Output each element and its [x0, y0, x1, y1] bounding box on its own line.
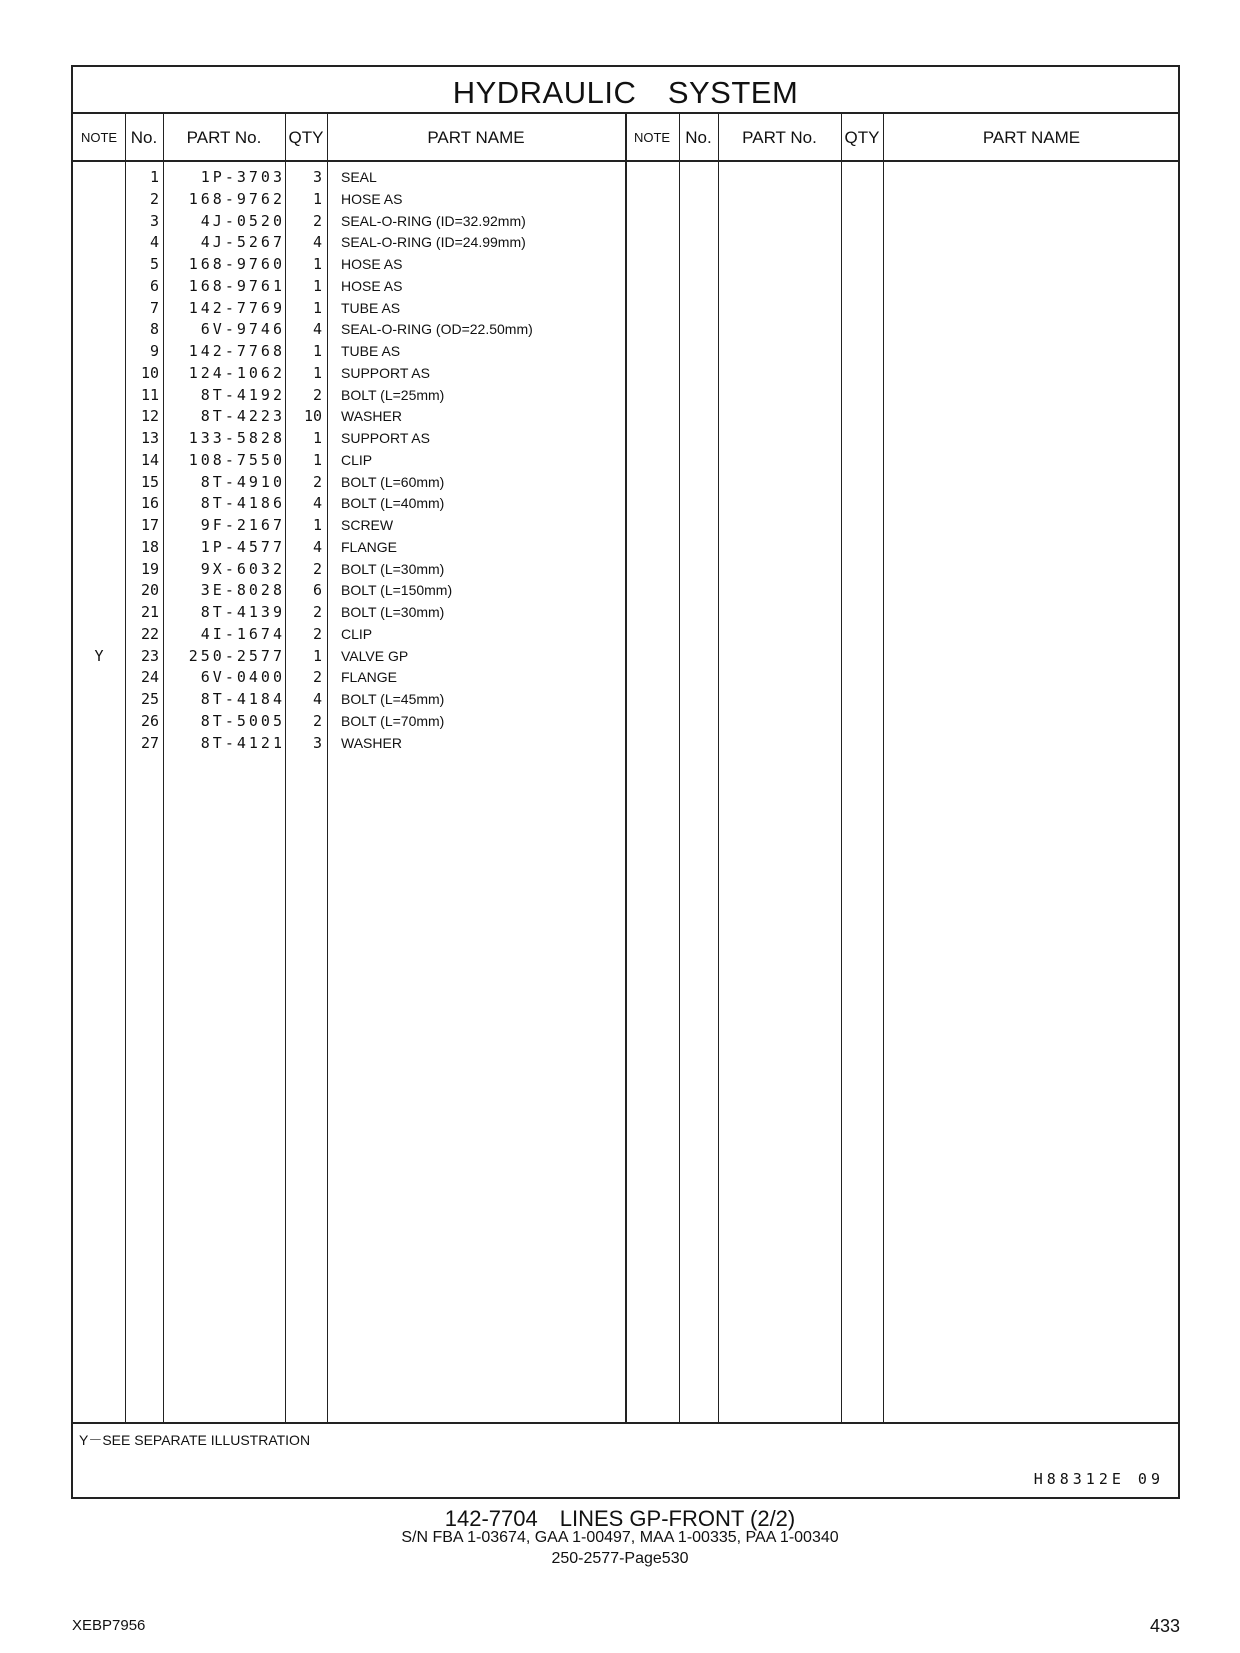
header-note-right: NOTE	[625, 114, 679, 162]
caption-serial-numbers: S/N FBA 1-03674, GAA 1-00497, MAA 1-00335, PAA 1-00340	[401, 1529, 839, 1546]
row-part-name: WASHER	[341, 408, 402, 425]
row-quantity: 1	[312, 363, 322, 382]
row-note	[73, 297, 125, 320]
row-number: 25	[140, 690, 159, 708]
row-quantity: 2	[312, 385, 322, 404]
row-quantity: 2	[312, 603, 322, 621]
row-part-number: 8T-4223	[200, 407, 285, 426]
table-row	[73, 514, 1178, 537]
row-note	[73, 688, 125, 711]
row-part-name: BOLT (L=45mm)	[341, 691, 445, 707]
row-note	[73, 449, 125, 472]
row-note	[73, 362, 125, 385]
table-row	[73, 297, 1178, 320]
row-part-name: TUBE AS	[341, 343, 401, 359]
row-quantity: 3	[312, 168, 322, 186]
row-part-name: BOLT (L=30mm)	[341, 604, 445, 620]
row-part-number: 8T-4121	[200, 733, 285, 752]
row-quantity: 4	[312, 537, 322, 556]
table-row	[73, 579, 1178, 602]
row-number: 23	[140, 646, 159, 665]
parts-table-frame	[71, 65, 1180, 1499]
row-quantity: 3	[312, 733, 322, 752]
row-part-name: SEAL	[341, 169, 377, 185]
row-part-number: 4J-5267	[200, 233, 285, 252]
row-number: 19	[140, 559, 159, 578]
row-note	[73, 318, 125, 341]
header-part-no-right: PART No.	[718, 114, 841, 162]
row-part-name: SEAL-O-RING (ID=32.92mm)	[341, 212, 526, 229]
row-part-name: TUBE AS	[341, 299, 401, 316]
row-part-name: BOLT (L=150mm)	[341, 582, 453, 599]
row-part-number: 124-1062	[188, 363, 285, 382]
row-note: Y	[94, 646, 104, 665]
row-quantity: 1	[312, 450, 322, 469]
row-part-number: 4J-0520	[200, 211, 285, 230]
row-number: 12	[140, 407, 159, 426]
table-row	[73, 405, 1178, 428]
table-row	[73, 188, 1178, 211]
row-part-number: 8T-4139	[200, 603, 285, 621]
row-number: 13	[140, 429, 159, 447]
table-row	[73, 536, 1178, 559]
row-part-number: 9X-6032	[200, 559, 285, 578]
row-part-name: CLIP	[341, 625, 373, 642]
row-part-name: BOLT (L=25mm)	[341, 386, 445, 403]
row-number: 22	[140, 624, 159, 643]
row-note	[73, 623, 125, 646]
row-quantity: 1	[312, 276, 322, 295]
illustration-code: H88312E 09	[1033, 1470, 1164, 1488]
row-part-number: 9F-2167	[200, 516, 285, 534]
row-note	[73, 253, 125, 276]
table-row	[73, 666, 1178, 689]
row-part-name: FLANGE	[341, 538, 398, 555]
header-part-name-left: PART NAME	[327, 114, 625, 162]
row-part-name: HOSE AS	[341, 256, 403, 272]
row-note	[73, 340, 125, 363]
row-number: 26	[140, 711, 159, 730]
header-no-left: No.	[125, 114, 163, 162]
caption-page-ref: 250-2577-Page530	[551, 1550, 689, 1567]
row-number: 15	[140, 472, 159, 491]
row-part-number: 8T-4186	[200, 494, 285, 513]
row-number: 21	[140, 603, 159, 621]
table-row	[73, 253, 1178, 276]
table-row	[73, 558, 1178, 581]
row-quantity: 1	[312, 189, 322, 208]
row-part-name: BOLT (L=30mm)	[341, 560, 445, 577]
row-number: 17	[140, 516, 159, 534]
table-row	[73, 275, 1178, 298]
row-part-number: 4I-1674	[200, 624, 285, 643]
section-title: HYDRAULIC SYSTEM	[73, 67, 1178, 114]
table-row	[73, 449, 1178, 472]
row-quantity: 4	[312, 494, 322, 513]
row-part-name: HOSE AS	[341, 277, 403, 294]
row-part-name: CLIP	[341, 451, 373, 468]
row-note	[73, 210, 125, 233]
table-row	[73, 732, 1178, 755]
row-part-number: 8T-5005	[200, 711, 285, 730]
row-note	[73, 732, 125, 755]
row-part-number: 1P-3703	[200, 168, 285, 186]
row-number: 18	[140, 537, 159, 556]
row-part-name: SCREW	[341, 517, 394, 533]
header-no-right: No.	[679, 114, 718, 162]
row-number: 9	[149, 342, 159, 360]
table-row	[73, 623, 1178, 646]
row-part-name: SUPPORT AS	[341, 430, 430, 446]
table-row	[73, 340, 1178, 363]
row-part-number: 1P-4577	[200, 537, 285, 556]
row-part-name: VALVE GP	[341, 647, 409, 664]
table-row	[73, 362, 1178, 385]
row-part-number: 8T-4192	[200, 385, 285, 404]
table-row	[73, 166, 1178, 189]
row-note	[73, 188, 125, 211]
row-quantity: 2	[312, 624, 322, 643]
row-note	[73, 579, 125, 602]
header-note-left: NOTE	[73, 114, 125, 162]
table-row	[73, 710, 1178, 733]
row-number: 4	[149, 233, 159, 252]
table-bottom-divider	[73, 1422, 1178, 1424]
header-qty-right: QTY	[841, 114, 883, 162]
row-part-number: 108-7550	[188, 450, 285, 469]
row-quantity: 10	[303, 407, 322, 426]
footnote: Y－SEE SEPARATE ILLUSTRATION	[79, 1432, 311, 1448]
row-quantity: 1	[312, 298, 322, 317]
row-part-name: HOSE AS	[341, 190, 403, 207]
row-part-name: BOLT (L=40mm)	[341, 495, 445, 512]
document-id: XEBP7956	[72, 1617, 146, 1634]
row-part-name: SEAL-O-RING (OD=22.50mm)	[341, 321, 533, 338]
table-row	[73, 231, 1178, 254]
row-number: 1	[149, 168, 159, 186]
row-note	[73, 427, 125, 450]
row-part-number: 6V-9746	[200, 320, 285, 339]
row-quantity: 1	[312, 429, 322, 447]
row-number: 27	[140, 733, 159, 752]
row-note	[73, 536, 125, 559]
row-quantity: 1	[312, 646, 322, 665]
row-quantity: 6	[312, 581, 322, 600]
row-note	[73, 666, 125, 689]
row-number: 10	[140, 363, 159, 382]
table-row	[73, 688, 1178, 711]
row-note	[73, 710, 125, 733]
header-qty-left: QTY	[285, 114, 327, 162]
row-part-number: 3E-8028	[200, 581, 285, 600]
table-row	[73, 601, 1178, 624]
table-row	[73, 645, 1178, 668]
table-row	[73, 471, 1178, 494]
row-quantity: 1	[312, 255, 322, 273]
table-row	[73, 492, 1178, 515]
row-part-number: 168-9760	[188, 255, 285, 273]
row-note	[73, 384, 125, 407]
row-number: 7	[149, 298, 159, 317]
row-part-number: 133-5828	[188, 429, 285, 447]
table-row	[73, 318, 1178, 341]
row-note	[73, 231, 125, 254]
page-number: 433	[1149, 1616, 1180, 1636]
header-part-name-right: PART NAME	[883, 114, 1180, 162]
row-note	[73, 275, 125, 298]
row-part-name: SUPPORT AS	[341, 364, 430, 381]
row-note	[73, 558, 125, 581]
row-part-name: BOLT (L=70mm)	[341, 712, 445, 729]
row-note	[73, 492, 125, 515]
row-note	[73, 471, 125, 494]
header-part-no-left: PART No.	[163, 114, 285, 162]
row-part-name: BOLT (L=60mm)	[341, 473, 445, 490]
row-quantity: 2	[312, 668, 322, 687]
caption-title: 142-7704 LINES GP-FRONT (2/2)	[444, 1506, 796, 1531]
row-number: 2	[149, 189, 159, 208]
row-number: 14	[140, 450, 159, 469]
row-number: 5	[149, 255, 159, 273]
row-quantity: 2	[312, 211, 322, 230]
table-row	[73, 384, 1178, 407]
row-note	[73, 514, 125, 537]
row-part-name: FLANGE	[341, 669, 398, 686]
row-number: 11	[140, 385, 159, 404]
row-note	[73, 601, 125, 624]
row-number: 6	[149, 276, 159, 295]
row-part-name: SEAL-O-RING (ID=24.99mm)	[341, 234, 526, 251]
row-part-number: 250-2577	[188, 646, 285, 665]
row-number: 8	[149, 320, 159, 339]
row-part-name: WASHER	[341, 734, 402, 751]
table-row	[73, 210, 1178, 233]
row-quantity: 4	[312, 233, 322, 252]
row-quantity: 2	[312, 559, 322, 578]
row-part-number: 168-9761	[188, 276, 285, 295]
row-number: 3	[149, 211, 159, 230]
row-quantity: 4	[312, 690, 322, 708]
row-quantity: 1	[312, 516, 322, 534]
row-quantity: 1	[312, 342, 322, 360]
row-part-number: 142-7769	[188, 298, 285, 317]
row-part-number: 168-9762	[188, 189, 285, 208]
row-note	[73, 166, 125, 189]
row-quantity: 4	[312, 320, 322, 339]
row-part-number: 8T-4184	[200, 690, 285, 708]
row-quantity: 2	[312, 472, 322, 491]
row-part-number: 6V-0400	[200, 668, 285, 687]
row-number: 20	[140, 581, 159, 600]
row-note	[73, 405, 125, 428]
row-part-number: 8T-4910	[200, 472, 285, 491]
row-part-number: 142-7768	[188, 342, 285, 360]
row-number: 16	[140, 494, 159, 513]
table-row	[73, 427, 1178, 450]
row-number: 24	[140, 668, 159, 687]
row-quantity: 2	[312, 711, 322, 730]
